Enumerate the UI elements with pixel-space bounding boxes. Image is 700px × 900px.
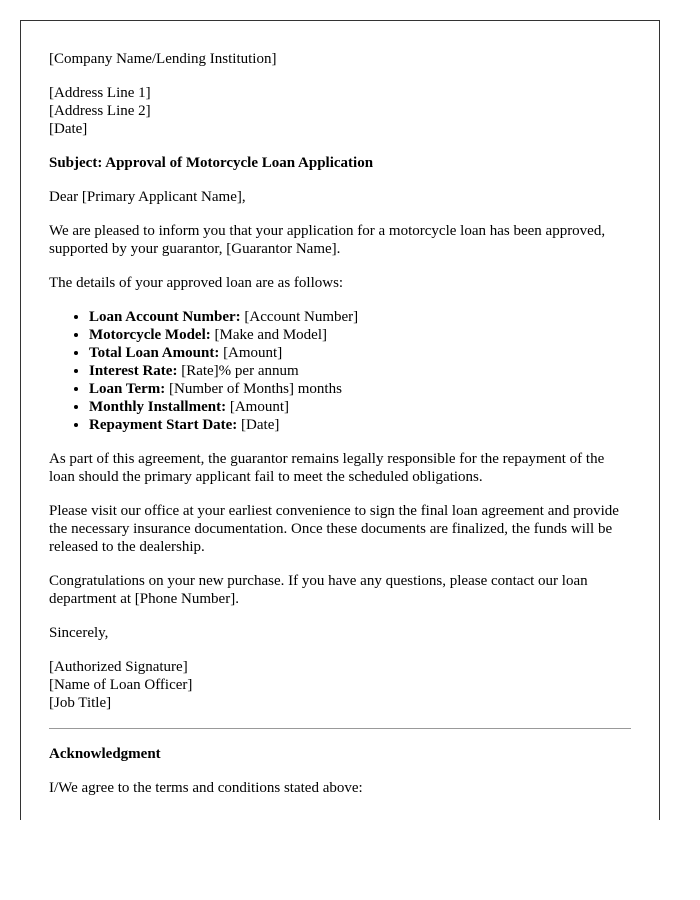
detail-value: [Amount] — [226, 399, 290, 415]
congrats-paragraph: Congratulations on your new purchase. If you have any questions, please contact our loan department at [Phone Number]. — [49, 573, 588, 607]
detail-label: Repayment Start Date: — [89, 417, 238, 433]
list-item — [89, 344, 631, 362]
closing: Sincerely, — [49, 625, 109, 641]
letter-content — [21, 21, 659, 797]
detail-value: [Date] — [237, 417, 280, 433]
list-item — [89, 416, 631, 434]
guarantor-paragraph: As part of this agreement, the guarantor remains legally responsible for the repayment of the loan should the primary applicant fail to meet the scheduled obligations. — [49, 451, 605, 485]
list-item — [89, 380, 631, 398]
letter-page — [20, 20, 660, 820]
list-item — [89, 362, 631, 380]
detail-value: [Account Number] — [240, 309, 359, 325]
address-line-1: [Address Line 1] — [49, 85, 151, 101]
detail-value: [Make and Model] — [210, 327, 327, 343]
list-item — [89, 308, 631, 326]
letter-date: [Date] — [49, 121, 88, 137]
detail-value: [Rate]% per annum — [177, 363, 299, 379]
detail-label: Loan Account Number: — [89, 309, 241, 325]
detail-value: [Amount] — [219, 345, 283, 361]
visit-paragraph: Please visit our office at your earliest convenience to sign the final loan agreement and provide the necessary insurance documentation. Once these documents are finalized, the funds will be released to the dealership. — [49, 503, 619, 555]
detail-value: [Number of Months] months — [165, 381, 342, 397]
detail-label: Motorcycle Model: — [89, 327, 211, 343]
salutation: Dear [Primary Applicant Name], — [49, 189, 246, 205]
address-block — [49, 84, 631, 138]
list-item — [89, 326, 631, 344]
signature-block — [49, 658, 631, 712]
details-intro: The details of your approved loan are as follows: — [49, 275, 344, 291]
signature-line: [Authorized Signature] — [49, 659, 188, 675]
loan-details-list — [49, 308, 631, 434]
intro-paragraph: We are pleased to inform you that your application for a motorcycle loan has been approved, supported by your guarantor, [Guarantor Name]. — [49, 223, 606, 257]
job-title: [Job Title] — [49, 695, 112, 711]
address-line-2: [Address Line 2] — [49, 103, 151, 119]
detail-label: Monthly Installment: — [89, 399, 227, 415]
detail-label: Loan Term: — [89, 381, 166, 397]
sender-header — [49, 50, 631, 68]
subject-line: Subject: Approval of Motorcycle Loan Application — [49, 155, 374, 171]
detail-label: Interest Rate: — [89, 363, 178, 379]
detail-label: Total Loan Amount: — [89, 345, 220, 361]
list-item — [89, 398, 631, 416]
section-divider — [49, 728, 631, 729]
company-name: [Company Name/Lending Institution] — [49, 51, 277, 67]
acknowledgment-title: Acknowledgment — [49, 746, 161, 762]
acknowledgment-statement: I/We agree to the terms and conditions stated above: — [49, 780, 363, 796]
officer-name: [Name of Loan Officer] — [49, 677, 193, 693]
